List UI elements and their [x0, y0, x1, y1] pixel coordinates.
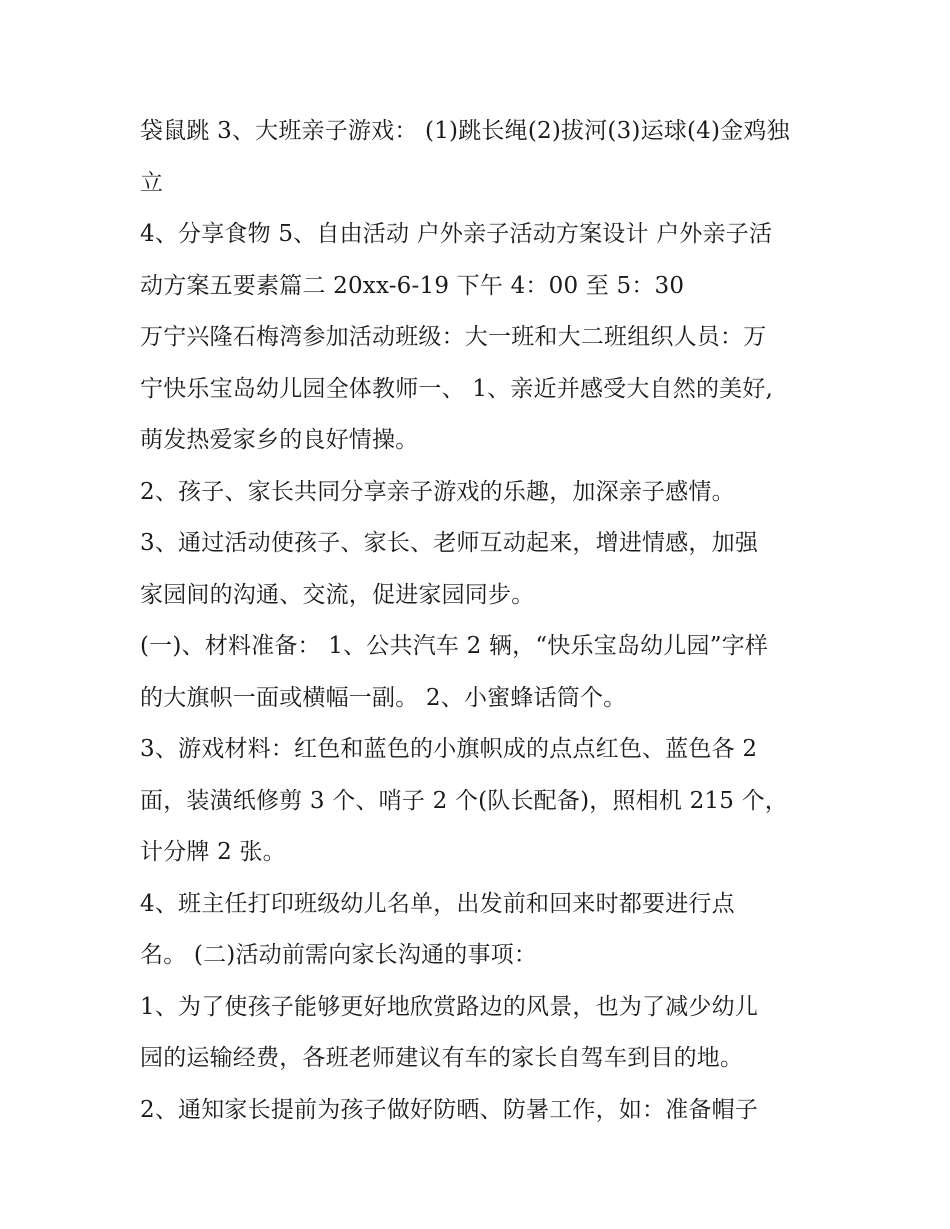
- text-line: 2、通知家长提前为孩子做好防晒、防暑工作，如：准备帽子: [140, 1096, 759, 1123]
- text-line: (一)、材料准备： 1、公共汽车 2 辆，“快乐宝岛幼儿园”字样: [140, 633, 769, 659]
- text-line: 立: [140, 169, 164, 196]
- text-line: 4、分享食物 5、自由活动 户外亲子活动方案设计 户外亲子活: [140, 221, 773, 247]
- text-line: 园的运输经费，各班老师建议有车的家长自驾车到目的地。: [140, 1045, 744, 1071]
- text-line: 的大旗帜一面或横幅一副。 2、小蜜蜂话筒个。: [140, 684, 627, 711]
- text-line: 2、孩子、家长共同分享亲子游戏的乐趣，加深亲子感情。: [140, 478, 735, 505]
- text-line: 计分牌 2 张。: [140, 839, 286, 865]
- text-line: 名。 (二)活动前需向家长沟通的事项：: [140, 942, 538, 968]
- text-line: 3、游戏材料：红色和蓝色的小旗帜成的点点红色、蓝色各 2: [140, 736, 758, 762]
- text-line: 萌发热爱家乡的良好情操。: [140, 427, 419, 453]
- text-line: 1、为了使孩子能够更好地欣赏路边的风景，也为了减少幼儿: [140, 993, 759, 1020]
- text-line: 面，装潢纸修剪 3 个、哨子 2 个(队长配备)，照相机 215 个，: [140, 787, 788, 814]
- text-line: 4、班主任打印班级幼儿名单，出发前和回来时都要进行点: [140, 890, 735, 917]
- text-line: 万宁兴隆石梅湾参加活动班级：大一班和大二班组织人员：万: [140, 324, 767, 350]
- text-line: 宁快乐宝岛幼儿园全体教师一、 1、亲近并感受大自然的美好,: [140, 375, 774, 402]
- text-line: 袋鼠跳 3、大班亲子游戏： (1)跳长绳(2)拔河(3)运球(4)金鸡独: [140, 118, 790, 144]
- text-line: 动方案五要素篇二 20xx-6-19 下午 4：00 至 5：30: [140, 272, 685, 299]
- text-line: 3、通过活动使孩子、家长、老师互动起来，增进情感，加强: [140, 530, 759, 556]
- text-line: 家园间的沟通、交流，促进家园同步。: [140, 581, 535, 608]
- document-body: [140, 106, 820, 1136]
